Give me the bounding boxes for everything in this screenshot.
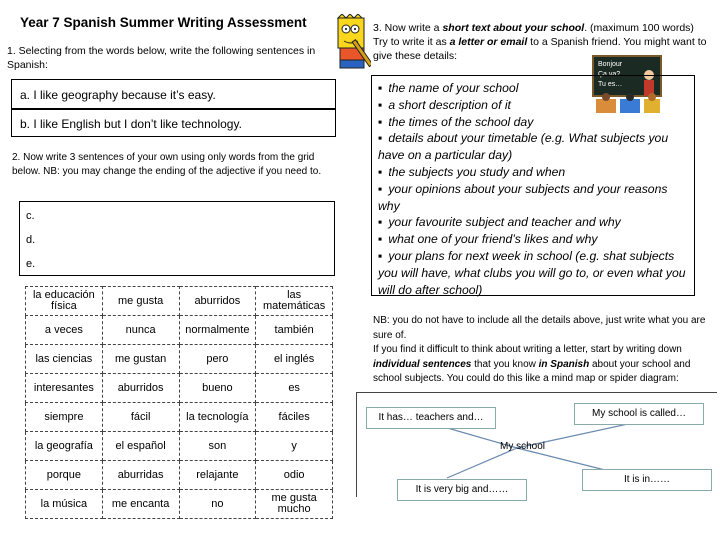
mindmap-center: My school [499,441,545,452]
bullet-icon: ▪ [378,114,383,129]
grid-cell: y [256,432,333,461]
bullet-icon: ▪ [378,215,383,230]
chalk-line-3: Tu es… [598,81,623,88]
grid-cell: son [179,432,256,461]
detail-item [378,97,690,114]
grid-cell: nunca [102,316,179,345]
detail-text: your favourite subject and teacher and why [388,215,621,230]
detail-item [378,114,690,131]
chalk-line-1: Bonjour [598,61,623,68]
details-list-box [371,75,695,296]
sentence-b-box[interactable] [11,109,336,137]
detail-text: your opinions about your subjects and your reasons why [378,181,668,213]
grid-cell: la música [26,490,103,519]
grid-cell: el español [102,432,179,461]
line-e-label: e. [26,258,36,270]
grid-row [26,490,333,519]
line-d-label: d. [26,234,36,246]
grid-cell: el inglés [256,345,333,374]
instruction-1: 1. Selecting from the words below, write the following sentences in Spanish: [7,45,316,71]
bart-cartoon [333,14,371,72]
grid-cell: me gusta mucho [256,490,333,519]
grid-cell: bueno [179,374,256,403]
bullet-icon: ▪ [378,97,383,112]
bullet-icon: ▪ [378,232,383,247]
grid-cell: aburridas [102,461,179,490]
grid-row [26,461,333,490]
mind-map [356,392,717,497]
grid-cell: las matemáticas [256,287,333,316]
grid-cell: fáciles [256,403,333,432]
word-grid [25,286,333,519]
detail-item [378,214,690,231]
detail-item [378,181,690,215]
grid-row [26,374,333,403]
sentence-b: b. I like English but I don’t like technology. [20,117,242,131]
nb-note: NB: you do not have to include all the details above, just write what you are sure of. If you find it difficult to think about writing a letter, start by writing down individual sentences that you know in Spanish about your school and school subjects. You could do this like a mind map or spider diagram: [373,315,706,385]
sentence-a: a. I like geography because it’s easy. [20,88,216,102]
bullet-icon: ▪ [378,81,383,95]
grid-cell: me gusta [102,287,179,316]
grid-row [26,432,333,461]
bullet-icon: ▪ [378,131,383,146]
grid-row [26,345,333,374]
grid-cell: siempre [26,403,103,432]
grid-cell: la geografía [26,432,103,461]
own-sentences-box[interactable] [19,201,335,276]
grid-cell: me encanta [102,490,179,519]
grid-cell: fácil [102,403,179,432]
detail-text: what one of your friend’s likes and why [388,232,598,247]
grid-cell: aburridos [102,374,179,403]
bullet-icon: ▪ [378,164,383,179]
instruction-2: 2. Now write 3 sentences of your own using only words from the grid below. NB: you may change the ending of the adjective if you need to. [12,152,322,177]
detail-item [378,231,690,248]
grid-cell: a veces [26,316,103,345]
detail-text: the subjects you study and when [388,164,566,179]
grid-row [26,287,333,316]
grid-cell: relajante [179,461,256,490]
mindmap-node-size[interactable]: It is very big and…… [397,479,527,501]
grid-row [26,403,333,432]
grid-cell: la tecnología [179,403,256,432]
grid-cell: odio [256,461,333,490]
detail-text: a short description of it [388,97,511,112]
grid-row [26,316,333,345]
grid-cell: me gustan [102,345,179,374]
detail-text: the name of your school [388,81,519,95]
grid-cell: también [256,316,333,345]
detail-text: your plans for next week in school (e.g. shat subjects you will have, what clubs you will go to, or even what you will do after school) [378,248,686,297]
bullet-icon: ▪ [378,181,383,196]
detail-text: the times of the school day [388,114,534,129]
grid-cell: las ciencias [26,345,103,374]
line-c-label: c. [26,210,35,222]
grid-cell: aburridos [179,287,256,316]
grid-cell: no [179,490,256,519]
detail-item [378,248,690,298]
page-title: Year 7 Spanish Summer Writing Assessment [20,15,307,30]
detail-item [378,80,690,97]
grid-cell: porque [26,461,103,490]
mindmap-node-name[interactable]: My school is called… [574,403,704,425]
instruction-3: 3. Now write a short text about your school. (maximum 100 words) Try to write it as a letter or email to a Spanish friend. You might want to give these details: [373,22,707,62]
grid-cell: interesantes [26,374,103,403]
detail-text: details about your timetable (e.g. What subjects you have on a particular day) [378,131,669,163]
grid-cell: pero [179,345,256,374]
grid-cell: es [256,374,333,403]
chalk-line-2: Ça va? [598,71,621,78]
detail-item [378,130,690,164]
detail-item [378,164,690,181]
grid-cell: normalmente [179,316,256,345]
mindmap-node-location[interactable]: It is in…… [582,469,712,491]
sentence-a-box[interactable] [11,79,336,109]
details-list [378,80,690,298]
mindmap-node-teachers[interactable]: It has… teachers and… [366,407,496,429]
bullet-icon: ▪ [378,248,383,263]
grid-cell: la educación física [26,287,103,316]
